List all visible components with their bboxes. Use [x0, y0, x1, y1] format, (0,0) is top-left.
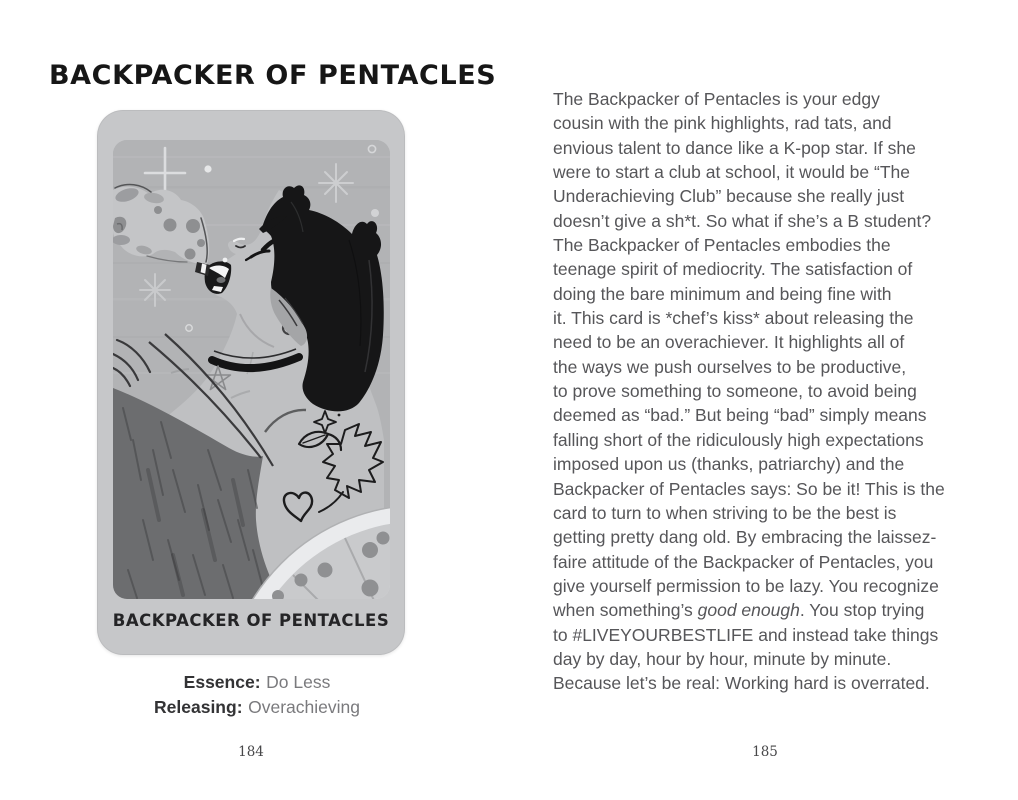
paragraph-line: The Backpacker of Pentacles embodies the [553, 235, 891, 256]
body-text [553, 87, 983, 696]
paragraph-line: Because let’s be real: Working hard is overrated. [553, 673, 930, 694]
releasing-label: Releasing: [154, 696, 243, 717]
tarot-card [97, 110, 405, 655]
essence-line [92, 670, 422, 695]
paragraph-line: give yourself permission to be lazy. You recognize [553, 575, 939, 596]
page-number-left: 184 [238, 744, 264, 760]
paragraph-line: deemed as “bad.” But being “bad” simply means [553, 405, 927, 426]
paragraph-line: faire attitude of the Backpacker of Pentacles, you [553, 551, 934, 572]
page-number-right: 185 [752, 744, 778, 760]
essence-value: Do Less [266, 672, 331, 692]
releasing-value: Overachieving [248, 696, 360, 717]
paragraph-line: getting pretty dang old. By embracing the laissez- [553, 527, 937, 548]
card-caption: BACKPACKER OF PENTACLES [112, 611, 390, 630]
paragraph-line: it. This card is *chef’s kiss* about releasing the [553, 308, 914, 329]
paragraph-line: Underachieving Club” because she really just [553, 186, 905, 207]
paragraph-line: Backpacker of Pentacles says: So be it! This is the [553, 478, 945, 499]
page-title: BACKPACKER OF PENTACLES [49, 60, 497, 91]
paragraph-line: cousin with the pink highlights, rad tats, and [553, 113, 892, 134]
paragraph-line: to #LIVEYOURBESTLIFE and instead take things [553, 624, 939, 645]
paragraph-line: to prove something to someone, to avoid being [553, 381, 917, 402]
paragraph-line: were to start a club at school, it would be “The [553, 162, 910, 183]
essence-label: Essence: [183, 672, 261, 692]
paragraph-line: doesn’t give a sh*t. So what if she’s a B student? [553, 210, 932, 231]
paragraph-line: The Backpacker of Pentacles is your edgy [553, 89, 880, 109]
paragraph-line: envious talent to dance like a K-pop star. If she [553, 137, 916, 158]
releasing-line [92, 695, 422, 720]
paragraph-line: doing the bare minimum and being fine with [553, 283, 892, 304]
paragraph-line: falling short of the ridiculously high expectations [553, 429, 924, 450]
paragraph-line: imposed upon us (thanks, patriarchy) and the [553, 454, 905, 475]
paragraph-line: when something’s good enough. You stop trying [553, 600, 925, 621]
paragraph-line: need to be an overachiever. It highlights all of [553, 332, 905, 353]
paragraph-line: teenage spirit of mediocrity. The satisfaction of [553, 259, 913, 280]
paragraph-line: the ways we push ourselves to be productive, [553, 356, 907, 377]
card-illustration [113, 140, 390, 599]
card-illustration-svg [113, 140, 390, 599]
paragraph-line: day by day, hour by hour, minute by minute. [553, 648, 892, 669]
card-meta [92, 670, 422, 719]
paragraph-line: card to turn to when striving to be the best is [553, 502, 897, 523]
